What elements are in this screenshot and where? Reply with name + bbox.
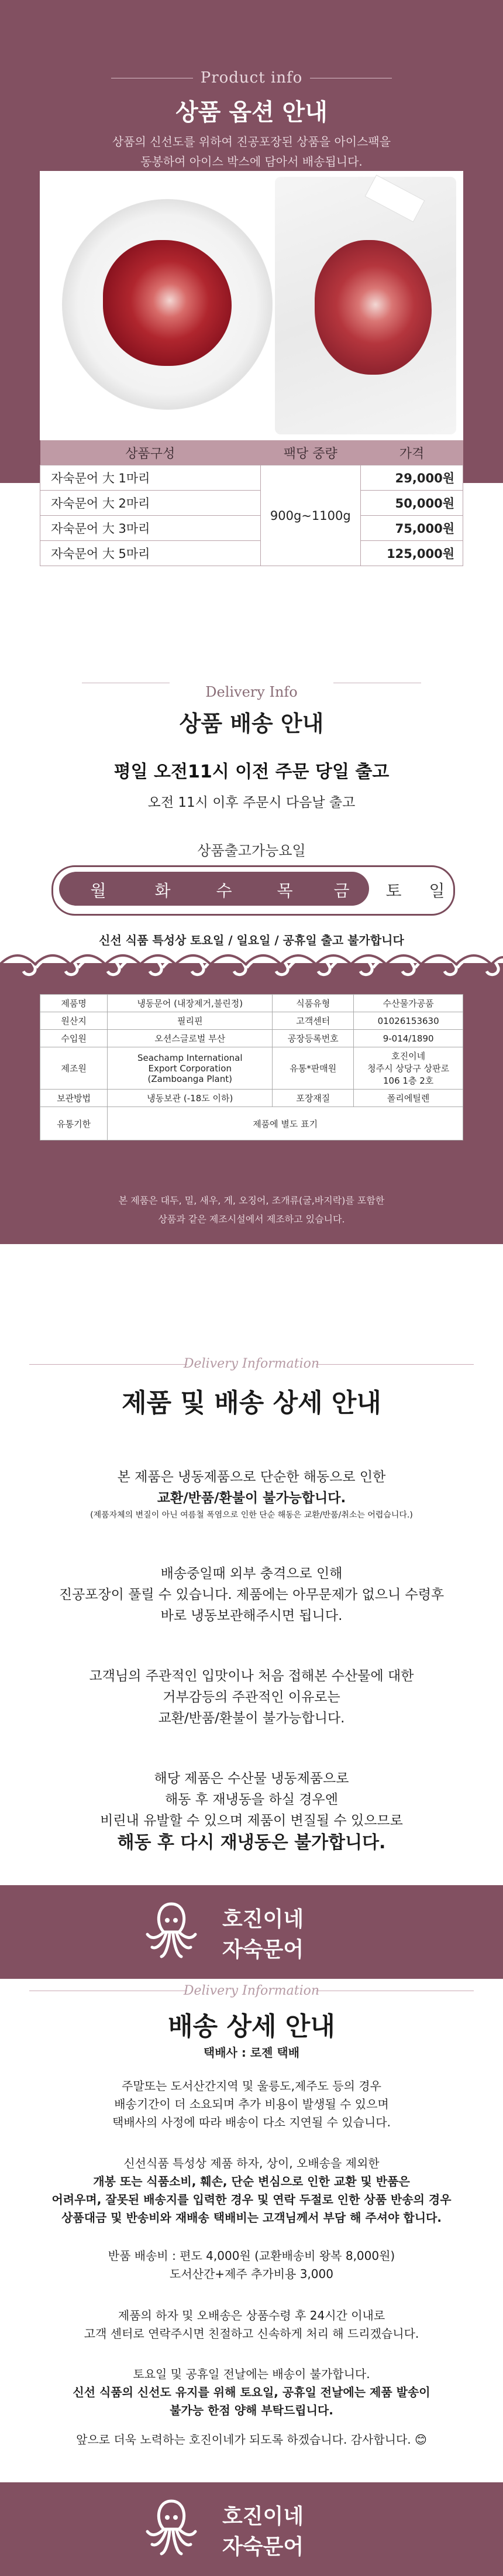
table-row: 수입원 오션스글로벌 부산 공장등록번호 9-014/1890 [40,1030,463,1047]
brand-name: 호진이네 [222,2505,304,2529]
table-row [40,541,463,566]
octopus-icon [139,2495,204,2560]
section-subtitle: Delivery Information [183,1984,320,1998]
table-row: 유통기한 제품에 별도 표기 [40,1107,463,1140]
section-title: 상품 옵션 안내 [175,99,328,126]
table-row [40,465,463,491]
brand-name: 호진이네 [222,1907,304,1931]
option-name: 자숙문어 大 1마리 [40,465,261,491]
option-name: 자숙문어 大 3마리 [40,516,261,541]
packed-octopus-image [315,240,432,375]
closing-message: 앞으로 더욱 노력하는 호진이네가 되도록 하겠습니다. 감사합니다. 😊 [76,2433,427,2447]
thaw-policy-paragraph: 본 제품은 냉동제품으로 단순한 해동으로 인한 교환/반품/환불이 불가능합니다. (제품자체의 변질이 아닌 여름철 폭염으로 인한 단순 해동은 교환/반품/취소는 어렵습니다.) [90,1469,413,1520]
section-title: 상품 배송 안내 [179,711,324,737]
column-header: 팩당 중량 [260,440,360,465]
day-tue: 화 [154,881,171,900]
octopus-icon [139,1898,204,1962]
option-price: 125,000원 [361,541,463,566]
section-title: 제품 및 배송 상세 안내 [122,1388,381,1418]
wave-border [0,951,503,992]
section-subtitle: Delivery Info [205,684,298,700]
option-price: 75,000원 [361,516,463,541]
shipping-days-title: 상품출고가능요일 [197,842,306,859]
day-wed: 수 [216,881,232,900]
packaging-paragraph: 배송중일때 외부 충격으로 인해 진공포장이 풀릴 수 있습니다. 제품에는 아무문제가 없으니 수령후 바로 냉동보관해주시면 됩니다. [58,1566,445,1623]
product-info-table [40,994,463,1140]
holiday-notice-paragraph: 토요일 및 공휴일 전날에는 배송이 불가합니다. 신선 식품의 신선도 유지를 위해 토요일, 공휴일 전날에는 제품 발송이 불가능 한점 양해 부탁드립니다. [73,2367,430,2417]
courier-text: 택배사 : 로젠 택배 [203,2046,300,2060]
regional-delay-paragraph: 주말또는 도서산간지역 및 울릉도,제주도 등의 경우 배송기간이 더 소요되며 추가 비용이 발생될 수 있으며 택배사의 사정에 따라 배송이 다소 지연될 수 있습니다. [112,2079,391,2129]
return-policy-paragraph: 신선식품 특성상 제품 하자, 상이, 오배송을 제외한 개봉 또는 식품소비, 훼손, 단순 변심으로 인한 교환 및 반품은 어려우며, 잘못된 배송지를 입력한 경우 및 연락 두절로 인한 상품 반송의 경우 상품대금 및 반송비와 재배송 택배비는 고객님께서 부담 해 주셔야 합니다. [51,2156,452,2225]
brand-product: 자숙문어 [222,1938,304,1962]
table-row: 제조원 Seachamp International Export Corporation (Zamboanga Plant) 유통*판매원 호진이네 청주시 상당구 상판로 106 1층 2호 [40,1047,463,1090]
option-price: 50,000원 [361,491,463,516]
allergy-notice: 본 제품은 대두, 밀, 새우, 게, 오징어, 조개류(굴,바지락)를 포함한 상품과 같은 제조시설에서 제조하고 있습니다. [118,1195,385,1225]
brand-product: 자숙문어 [222,2535,304,2559]
shipping-days-pill [51,865,455,916]
option-table [40,440,463,566]
table-header-row [40,440,463,465]
day-mon: 월 [90,881,106,900]
section-subtitle: Product info [200,69,303,87]
defect-contact-paragraph: 제품의 하자 및 오배송은 상품수령 후 24시간 이내로 고객 센터로 연락주시면 친절하고 신속하게 처리 해 드리겠습니다. [84,2308,419,2341]
option-price: 29,000원 [361,465,463,491]
product-photo [40,171,463,440]
section-subtitle: Delivery Information [183,1356,320,1371]
day-sun: 일 [429,881,445,900]
day-fri: 금 [333,881,350,900]
product-info-section [0,0,503,483]
smile-icon: 😊 [415,2433,427,2447]
brand-banner-bottom [0,2482,503,2576]
table-row: 제품명 냉동문어 (내장제거,불린정) 식품유형 수산물가공품 [40,995,463,1012]
weekend-notice: 신선 식품 특성상 토요일 / 일요일 / 공휴일 출고 불가합니다 [99,933,404,947]
option-name: 자숙문어 大 2마리 [40,491,261,516]
table-row: 원산지 필리핀 고객센터 01026153630 [40,1012,463,1030]
day-sat: 토 [385,881,402,900]
return-fee-paragraph: 반품 배송비 : 편도 4,000원 (교환배송비 왕복 8,000원) 도서산간+제주 추가비용 3,000 [108,2249,395,2281]
option-name: 자숙문어 大 5마리 [40,541,261,566]
column-header: 가격 [361,440,463,465]
brand-banner [0,1885,503,1979]
table-row [40,491,463,516]
refreeze-paragraph: 해당 제품은 수산물 냉동제품으로 해동 후 재냉동을 하실 경우엔 비린내 유발할 수 있으며 제품이 변질될 수 있으므로 해동 후 다시 재냉동은 불가합니다. [100,1771,403,1853]
same-day-shipping-text: 평일 오전11시 이전 주문 당일 출고 [113,762,390,782]
day-thu: 목 [277,881,293,900]
column-header: 상품구성 [40,440,261,465]
octopus-image [103,240,232,366]
table-row [40,516,463,541]
section-title: 배송 상세 안내 [168,2012,335,2041]
option-weight: 900g~1100g [260,465,360,566]
next-day-shipping-text: 오전 11시 이후 주문시 다음날 출고 [147,795,356,810]
section-description: 상품의 신선도를 위하여 진공포장된 상품을 아이스팩을 동봉하여 아이스 박스에 담아서 배송됩니다. [112,135,391,169]
table-row: 보관방법 냉동보관 (-18도 이하) 포장재질 폴리에틸렌 [40,1090,463,1107]
taste-policy-paragraph: 고객님의 주관적인 입맛이나 처음 접해본 수산물에 대한 거부감등의 주관적인 이유로는 교환/반품/환불이 불가능합니다. [89,1669,414,1726]
